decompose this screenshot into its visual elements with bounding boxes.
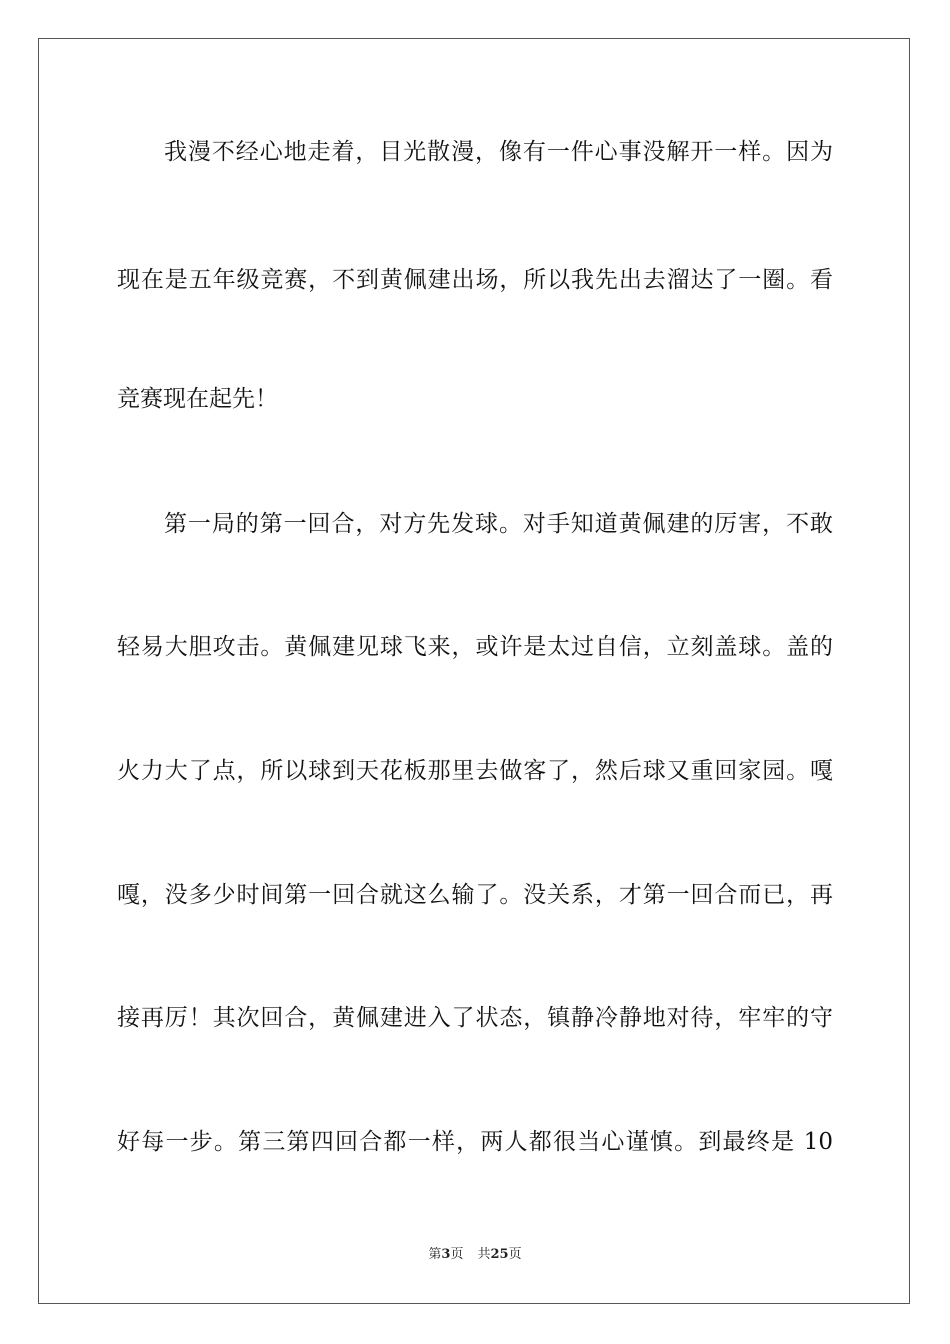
text-line-2: 现在是五年级竞赛，不到黄佩建出场，所以我先出去溜达了一圈。看 <box>117 267 833 293</box>
text-line-9: 好每一步。第三第四回合都一样，两人都很当心谨慎。到最终是 10 <box>117 1129 833 1155</box>
footer-page-suffix: 页 <box>450 1247 464 1262</box>
footer-total-prefix: 共 <box>477 1247 491 1262</box>
text-line-8: 接再厉！其次回合，黄佩建进入了状态，镇静冷静地对待，牢牢的守 <box>117 1005 833 1031</box>
page-footer <box>0 1247 950 1263</box>
total-page-count: 25 <box>490 1247 509 1262</box>
text-line-4: 第一局的第一回合，对方先发球。对手知道黄佩建的厉害，不敢 <box>164 511 833 537</box>
current-page-number: 3 <box>441 1247 451 1262</box>
text-line-1: 我漫不经心地走着，目光散漫，像有一件心事没解开一样。因为 <box>164 139 833 165</box>
footer-total-suffix: 页 <box>508 1247 522 1262</box>
text-line-5: 轻易大胆攻击。黄佩建见球飞来，或许是太过自信，立刻盖球。盖的 <box>117 634 833 660</box>
page-border <box>38 38 910 1304</box>
text-line-7: 嘎，没多少时间第一回合就这么输了。没关系，才第一回合而已，再 <box>117 882 833 908</box>
footer-prefix: 第 <box>428 1247 442 1262</box>
text-line-6: 火力大了点，所以球到天花板那里去做客了，然后球又重回家园。嘎 <box>117 758 833 784</box>
text-line-3: 竞赛现在起先！ <box>117 386 278 412</box>
